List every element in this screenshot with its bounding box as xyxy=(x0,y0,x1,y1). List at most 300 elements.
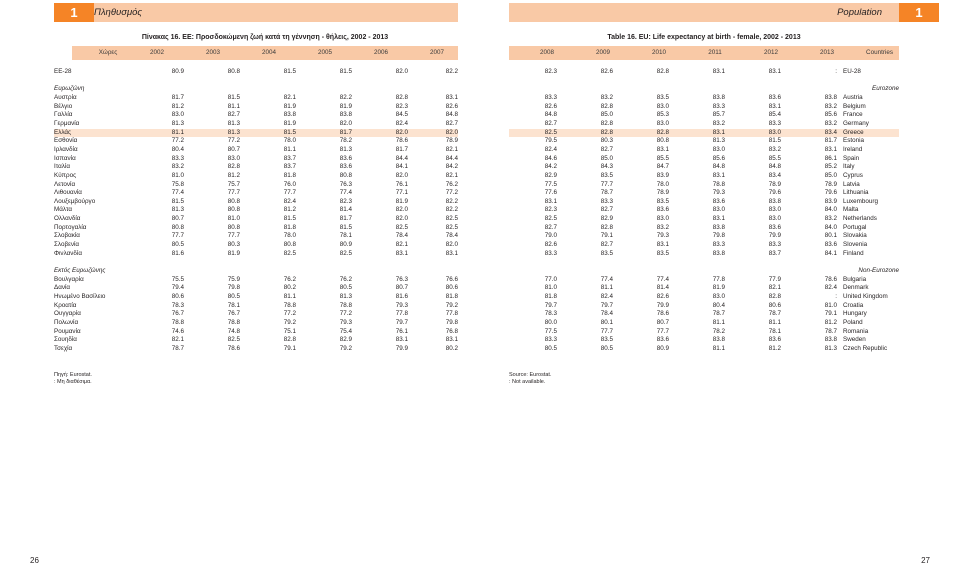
value-cell: 79.3 xyxy=(339,319,352,326)
value-cell: 82.4 xyxy=(600,293,613,301)
value-cell: 82.1 xyxy=(445,145,458,153)
value-cell: 81.1 xyxy=(712,319,725,326)
value-cell: 77.2 xyxy=(283,310,296,318)
value-cell: 81.6 xyxy=(395,293,408,301)
value-cell: 83.3 xyxy=(171,154,184,162)
value-cell: 78.0 xyxy=(283,232,296,240)
value-cell: 81.0 xyxy=(824,301,837,309)
value-cell: 77.5 xyxy=(544,327,557,335)
value-cell: 77.2 xyxy=(445,189,458,197)
value-cell: 82.3 xyxy=(339,197,352,205)
value-cell: 81.1 xyxy=(600,284,613,292)
table-row xyxy=(509,206,899,215)
country-name-el: Ιταλία xyxy=(54,163,70,171)
value-cell: 82.8 xyxy=(227,163,240,171)
right-year-header: 2011 xyxy=(708,49,722,56)
value-cell: 79.5 xyxy=(544,137,557,145)
table-row xyxy=(509,267,899,276)
value-cell: 77.7 xyxy=(283,189,296,197)
value-cell: 81.1 xyxy=(768,319,781,326)
value-cell: 78.9 xyxy=(768,180,781,188)
table-row xyxy=(509,345,899,354)
value-cell: 80.7 xyxy=(227,145,240,153)
value-cell: 83.2 xyxy=(824,102,837,110)
value-cell: 81.1 xyxy=(712,344,725,352)
value-cell: 77.4 xyxy=(600,275,613,283)
table-row xyxy=(54,120,458,129)
value-cell: 82.1 xyxy=(445,171,458,179)
table-row xyxy=(54,172,458,181)
value-cell: 81.6 xyxy=(171,249,184,257)
country-name-el: Γαλλία xyxy=(54,111,73,119)
value-cell: 81.2 xyxy=(171,102,184,110)
table-row xyxy=(509,68,899,77)
table-row xyxy=(509,155,899,164)
value-cell: 80.9 xyxy=(339,241,352,249)
value-cell: 81.9 xyxy=(283,102,296,110)
value-cell: 82.9 xyxy=(544,171,557,179)
value-cell: 77.7 xyxy=(227,232,240,240)
value-cell: 78.9 xyxy=(445,137,458,145)
value-cell: 84.5 xyxy=(395,111,408,119)
value-cell: 78.6 xyxy=(824,275,837,283)
table-row xyxy=(509,137,899,146)
country-name-el: Μάλτα xyxy=(54,206,73,214)
value-cell: 79.9 xyxy=(656,301,669,309)
value-cell: 83.6 xyxy=(339,163,352,171)
value-cell: 83.1 xyxy=(824,145,837,153)
value-cell: 79.1 xyxy=(283,344,296,352)
value-cell: 82.6 xyxy=(544,102,557,110)
right-year-header: 2008 xyxy=(539,49,554,56)
value-cell: 80.3 xyxy=(227,241,240,249)
table-row xyxy=(54,345,458,354)
value-cell: 83.6 xyxy=(768,93,781,101)
value-cell: 80.5 xyxy=(339,284,352,292)
value-cell: 80.7 xyxy=(171,215,184,223)
value-cell: 85.2 xyxy=(824,163,837,171)
group-heading-en: Non-Eurozone xyxy=(858,267,899,275)
right-year-header: 2013 xyxy=(819,49,834,56)
value-cell: 83.5 xyxy=(656,93,669,101)
table-row xyxy=(509,215,899,224)
country-name-el: Κύπρος xyxy=(54,171,77,179)
value-cell: 76.8 xyxy=(445,327,458,335)
value-cell: 80.1 xyxy=(600,319,613,326)
table-row xyxy=(54,267,458,276)
country-name-en: Netherlands xyxy=(843,215,877,223)
value-cell: 81.7 xyxy=(824,137,837,145)
value-cell: 77.7 xyxy=(600,327,613,335)
value-cell: 78.8 xyxy=(712,180,725,188)
table-row xyxy=(509,111,899,120)
table-row xyxy=(54,155,458,164)
value-cell: 80.2 xyxy=(283,284,296,292)
value-cell: 82.6 xyxy=(600,68,613,75)
value-cell: 83.3 xyxy=(544,249,557,257)
group-heading-el: Ευρωζώνη xyxy=(54,85,85,93)
value-cell: 80.9 xyxy=(171,68,184,75)
country-name-el: Σλοβακία xyxy=(54,232,80,240)
value-cell: 82.7 xyxy=(600,145,613,153)
value-cell: 83.8 xyxy=(283,111,296,119)
country-name-en: Bulgaria xyxy=(843,275,867,283)
value-cell: 80.4 xyxy=(712,301,725,309)
value-cell: 83.5 xyxy=(600,171,613,179)
country-name-en: Greece xyxy=(843,129,899,138)
value-cell: 84.0 xyxy=(824,206,837,214)
value-cell: 83.6 xyxy=(768,223,781,231)
value-cell: 83.8 xyxy=(712,93,725,101)
value-cell: 82.0 xyxy=(395,68,408,75)
value-cell: 85.3 xyxy=(656,111,669,119)
value-cell: 76.2 xyxy=(339,275,352,283)
table-row xyxy=(54,85,458,94)
value-cell: 81.7 xyxy=(171,93,184,101)
value-cell: 82.7 xyxy=(445,119,458,127)
table-row xyxy=(54,111,458,120)
value-cell: 83.5 xyxy=(600,249,613,257)
right-na-note: : Not available. xyxy=(509,379,546,385)
table-row xyxy=(54,293,458,302)
value-cell: 83.0 xyxy=(712,293,725,301)
value-cell: 82.8 xyxy=(768,293,781,301)
table-row xyxy=(509,310,899,319)
country-name-el: Λουξεμβούργο xyxy=(54,197,96,205)
value-cell: 81.5 xyxy=(283,68,296,75)
value-cell: 83.4 xyxy=(781,129,837,138)
value-cell: 78.8 xyxy=(339,301,352,309)
value-cell: 78.0 xyxy=(283,137,296,145)
value-cell: 77.7 xyxy=(656,327,669,335)
table-row xyxy=(54,336,458,345)
value-cell: 79.9 xyxy=(395,344,408,352)
value-cell: 82.5 xyxy=(509,129,557,138)
value-cell: 80.5 xyxy=(544,344,557,352)
value-cell: 82.8 xyxy=(600,102,613,110)
table-row xyxy=(54,224,458,233)
value-cell: 81.3 xyxy=(339,293,352,301)
value-cell: 82.1 xyxy=(283,93,296,101)
value-cell: 75.1 xyxy=(283,327,296,335)
value-cell: 81.3 xyxy=(227,119,240,127)
country-name-el: Πολωνία xyxy=(54,319,79,326)
value-cell: 80.1 xyxy=(824,232,837,240)
country-name-en: Sweden xyxy=(843,336,866,344)
value-cell: 78.3 xyxy=(544,310,557,318)
value-cell: 77.6 xyxy=(544,189,557,197)
left-page-number: 26 xyxy=(30,556,39,565)
value-cell: 84.6 xyxy=(544,154,557,162)
table-row xyxy=(509,302,899,311)
value-cell: 80.8 xyxy=(283,241,296,249)
table-row xyxy=(54,163,458,172)
value-cell: 81.0 xyxy=(171,171,184,179)
value-cell: 78.7 xyxy=(824,327,837,335)
value-cell: 82.4 xyxy=(544,145,557,153)
country-name-en: Lithuania xyxy=(843,189,869,197)
country-name-el: Ουγγαρία xyxy=(54,310,81,318)
country-name-en: Belgium xyxy=(843,102,866,110)
value-cell: 81.7 xyxy=(296,129,352,138)
left-year-header: 2003 xyxy=(205,49,220,56)
table-row xyxy=(54,328,458,337)
value-cell: 77.7 xyxy=(600,180,613,188)
table-row xyxy=(509,328,899,337)
value-cell: 76.0 xyxy=(283,180,296,188)
table-row xyxy=(54,302,458,311)
value-cell: 78.4 xyxy=(395,232,408,240)
table-row xyxy=(509,258,899,267)
table-row xyxy=(54,250,458,259)
value-cell: 78.7 xyxy=(600,189,613,197)
country-name-en: Denmark xyxy=(843,284,869,292)
table-row xyxy=(54,181,458,190)
value-cell: 83.4 xyxy=(768,171,781,179)
table-row xyxy=(54,189,458,198)
value-cell: 81.1 xyxy=(128,129,184,138)
country-name-el: Ελλάς xyxy=(54,129,128,138)
value-cell: 82.1 xyxy=(768,284,781,292)
value-cell: 80.2 xyxy=(445,344,458,352)
spacer-cell xyxy=(54,77,458,86)
value-cell: 83.3 xyxy=(712,241,725,249)
value-cell: 83.8 xyxy=(339,111,352,119)
value-cell: 83.8 xyxy=(712,223,725,231)
value-cell: 83.7 xyxy=(768,249,781,257)
value-cell: 82.1 xyxy=(171,336,184,344)
value-cell: 74.6 xyxy=(171,327,184,335)
value-cell: 79.8 xyxy=(712,232,725,240)
value-cell: 83.1 xyxy=(445,336,458,344)
value-cell: 79.4 xyxy=(171,284,184,292)
value-cell: 83.1 xyxy=(712,68,725,75)
table-row xyxy=(54,206,458,215)
value-cell: 78.7 xyxy=(712,310,725,318)
value-cell: 80.5 xyxy=(171,241,184,249)
value-cell: 82.7 xyxy=(544,223,557,231)
value-cell: 83.8 xyxy=(824,93,837,101)
value-cell: 83.8 xyxy=(768,197,781,205)
right-label-header: Countries xyxy=(866,49,893,56)
country-name-en: Austria xyxy=(843,93,863,101)
table-row xyxy=(509,85,899,94)
value-cell: 81.8 xyxy=(544,293,557,301)
value-cell: 82.5 xyxy=(544,215,557,223)
value-cell: 80.6 xyxy=(445,284,458,292)
value-cell: 81.1 xyxy=(283,145,296,153)
country-name-en: United Kingdom xyxy=(843,293,888,301)
value-cell: 83.6 xyxy=(656,206,669,214)
country-name-el: Αυστρία xyxy=(54,93,77,101)
value-cell: 83.3 xyxy=(544,336,557,344)
country-name-el: Δανία xyxy=(54,284,71,292)
country-name-en: Poland xyxy=(843,319,863,326)
left-year-header: 2007 xyxy=(429,49,444,56)
value-cell: 78.4 xyxy=(445,232,458,240)
value-cell: 83.8 xyxy=(824,336,837,344)
value-cell: 82.5 xyxy=(283,249,296,257)
country-name-en: Czech Republic xyxy=(843,344,888,352)
country-name-en: Latvia xyxy=(843,180,860,188)
country-name-en: Finland xyxy=(843,249,864,257)
value-cell: 84.4 xyxy=(395,154,408,162)
left-chapter-number: 1 xyxy=(54,3,94,22)
value-cell: 79.8 xyxy=(445,319,458,326)
value-cell: 79.3 xyxy=(395,301,408,309)
value-cell: 83.0 xyxy=(768,206,781,214)
table-row xyxy=(54,319,458,328)
value-cell: 83.1 xyxy=(656,145,669,153)
value-cell: 76.3 xyxy=(339,180,352,188)
value-cell: 83.1 xyxy=(395,336,408,344)
table-row xyxy=(509,163,899,172)
left-footnotes xyxy=(54,372,92,386)
value-cell: 81.9 xyxy=(283,119,296,127)
value-cell: 83.2 xyxy=(600,93,613,101)
value-cell: 83.0 xyxy=(712,145,725,153)
value-cell: 82.8 xyxy=(557,129,613,138)
value-cell: 82.6 xyxy=(656,293,669,301)
table-row xyxy=(54,310,458,319)
value-cell: 82.2 xyxy=(445,68,458,75)
table-row xyxy=(509,276,899,285)
value-cell: 80.7 xyxy=(395,284,408,292)
value-cell: 81.5 xyxy=(240,129,296,138)
value-cell: 78.4 xyxy=(600,310,613,318)
table-row xyxy=(509,224,899,233)
value-cell: 83.5 xyxy=(656,249,669,257)
value-cell: 81.5 xyxy=(171,197,184,205)
value-cell: 81.5 xyxy=(339,68,352,75)
value-cell: 82.3 xyxy=(395,102,408,110)
value-cell: 82.9 xyxy=(600,215,613,223)
country-name-el: Λιθουανία xyxy=(54,189,82,197)
value-cell: 81.3 xyxy=(712,137,725,145)
table-row xyxy=(509,284,899,293)
table-row xyxy=(509,198,899,207)
value-cell: 85.6 xyxy=(824,111,837,119)
value-cell: 82.2 xyxy=(339,93,352,101)
country-name-en: France xyxy=(843,111,863,119)
left-label-header: Χώρες xyxy=(98,49,118,56)
value-cell: 83.6 xyxy=(768,336,781,344)
value-cell: 83.3 xyxy=(600,197,613,205)
country-name-en: Ireland xyxy=(843,145,863,153)
value-cell: 83.8 xyxy=(712,336,725,344)
value-cell: 82.3 xyxy=(544,68,557,75)
value-cell: 85.5 xyxy=(768,154,781,162)
value-cell: 83.1 xyxy=(656,241,669,249)
value-cell: 84.2 xyxy=(445,163,458,171)
value-cell: 79.2 xyxy=(339,344,352,352)
value-cell: 80.7 xyxy=(656,319,669,326)
value-cell: 80.5 xyxy=(600,344,613,352)
value-cell: 82.0 xyxy=(395,171,408,179)
value-cell: 84.7 xyxy=(656,163,669,171)
value-cell: 83.5 xyxy=(656,197,669,205)
value-cell: 80.8 xyxy=(339,171,352,179)
left-data-table xyxy=(54,68,458,354)
value-cell: 77.1 xyxy=(395,189,408,197)
value-cell: 79.7 xyxy=(395,319,408,326)
value-cell: 78.8 xyxy=(227,319,240,326)
value-cell: 83.3 xyxy=(768,241,781,249)
country-name-el: Πορτογαλία xyxy=(54,223,87,231)
value-cell: 84.3 xyxy=(600,163,613,171)
value-cell: 81.4 xyxy=(656,284,669,292)
value-cell: 80.8 xyxy=(227,68,240,75)
table-row xyxy=(54,103,458,112)
country-name-el: Ιρλανδία xyxy=(54,145,78,153)
value-cell: 81.3 xyxy=(184,129,240,138)
table-row xyxy=(54,284,458,293)
value-cell: 79.2 xyxy=(283,319,296,326)
value-cell: 81.5 xyxy=(339,223,352,231)
value-cell: 77.2 xyxy=(227,137,240,145)
right-source-note: Source: Eurostat. xyxy=(509,372,552,378)
country-name-el: Ρουμανία xyxy=(54,327,81,335)
value-cell: 77.0 xyxy=(544,275,557,283)
value-cell: 82.0 xyxy=(445,241,458,249)
value-cell: 82.5 xyxy=(445,223,458,231)
value-cell: 83.2 xyxy=(768,145,781,153)
value-cell: 82.5 xyxy=(445,215,458,223)
value-cell: 84.8 xyxy=(768,163,781,171)
value-cell: 83.0 xyxy=(171,111,184,119)
value-cell: 81.4 xyxy=(339,206,352,214)
value-cell: 82.0 xyxy=(339,119,352,127)
value-cell: 83.3 xyxy=(768,119,781,127)
value-cell: 82.4 xyxy=(283,197,296,205)
left-section-title: Πληθυσμός xyxy=(94,7,143,18)
value-cell: 77.9 xyxy=(768,275,781,283)
value-cell: 79.9 xyxy=(768,232,781,240)
value-cell: 83.7 xyxy=(283,154,296,162)
value-cell: 79.1 xyxy=(824,310,837,318)
value-cell: 77.4 xyxy=(339,189,352,197)
value-cell: 76.3 xyxy=(395,275,408,283)
table-row xyxy=(54,198,458,207)
value-cell: 82.9 xyxy=(339,336,352,344)
right-column-header xyxy=(509,46,899,60)
value-cell: 83.1 xyxy=(768,102,781,110)
value-cell: 83.6 xyxy=(656,336,669,344)
value-cell: 83.0 xyxy=(227,154,240,162)
country-name-en: Croatia xyxy=(843,301,864,309)
value-cell: : xyxy=(835,293,837,301)
country-name-en: Italy xyxy=(843,163,855,171)
value-cell: 81.8 xyxy=(445,293,458,301)
value-cell: 82.3 xyxy=(544,206,557,214)
left-year-header: 2004 xyxy=(261,49,276,56)
value-cell: 79.6 xyxy=(768,189,781,197)
country-name-en: Hungary xyxy=(843,310,867,318)
value-cell: 83.0 xyxy=(656,119,669,127)
value-cell: 75.8 xyxy=(171,180,184,188)
country-name-el: Ολλανδία xyxy=(54,215,81,223)
value-cell: 78.3 xyxy=(171,301,184,309)
value-cell: 78.6 xyxy=(227,344,240,352)
value-cell: 79.1 xyxy=(600,232,613,240)
value-cell: 80.8 xyxy=(227,223,240,231)
value-cell: 79.8 xyxy=(227,284,240,292)
value-cell: 85.0 xyxy=(600,111,613,119)
value-cell: 81.5 xyxy=(283,215,296,223)
value-cell: 83.8 xyxy=(712,249,725,257)
spacer-cell xyxy=(509,77,899,86)
country-name-el: Σλοβενία xyxy=(54,241,80,249)
